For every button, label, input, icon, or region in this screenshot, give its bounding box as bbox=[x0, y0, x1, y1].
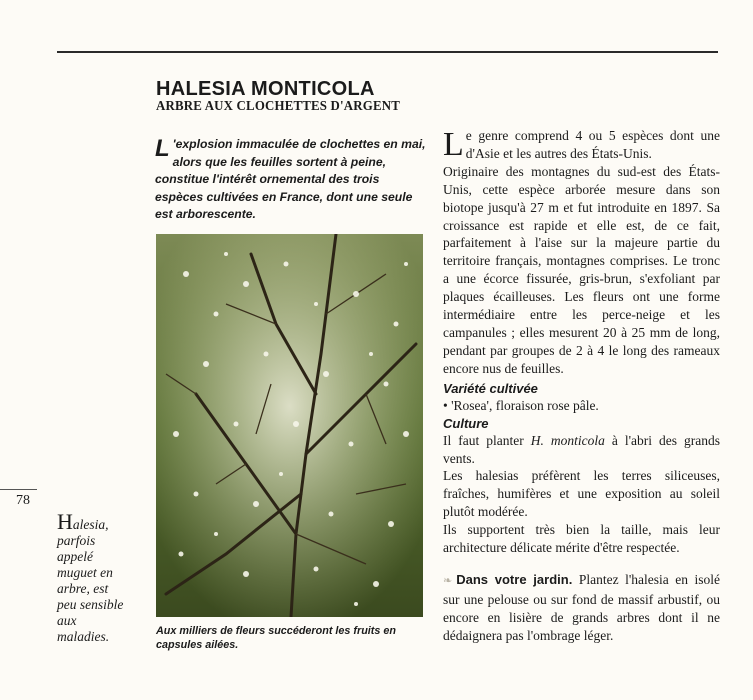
culture-paragraph-1 bbox=[443, 432, 720, 468]
body-paragraph-2: Originaire des montagnes du sud-est des États-Unis, cette espèce arborée mesure dans son biotope jusqu'à 27 m et fut introduite en 1897. Sa croissance est rapide et elle est, de ce fait, parfaitement à l'aise sur la majeure partie du territoire français, montagnes comprises. Le tronc a une écorce fissurée, gris-brun, s'exfoliant par plaques écailleuses. Les fleurs ont une forme intermédiaire entre les perce-neige et les campanules ; elles mesurent 20 à 25 mm de long, pendant par groupes de 2 à 4 le long des rameaux encore nus de feuilles. bbox=[443, 163, 720, 376]
intro-paragraph bbox=[155, 136, 427, 224]
culture-paragraph-3: Ils supportent très bien la taille, mais leur architecture délicate mérite d'être respectée. bbox=[443, 522, 720, 556]
main-text-column bbox=[443, 127, 720, 645]
flowering-tree-image bbox=[156, 234, 423, 617]
culture-paragraph-2: Les halesias préfèrent les terres siliceuses, fraîches, humifères et une exposition au soleil plutôt modérée. bbox=[443, 468, 720, 520]
sidenote bbox=[57, 509, 127, 645]
variety-heading: Variété cultivée bbox=[443, 380, 538, 396]
leaf-icon: ❧ bbox=[443, 574, 453, 587]
top-rule bbox=[57, 51, 718, 53]
culture-p1-after: à l'abri des grands vents. bbox=[443, 432, 720, 466]
variety-item: • 'Rosea', floraison rose pâle. bbox=[443, 397, 720, 415]
garden-paragraph bbox=[443, 571, 720, 645]
page-title: HALESIA MONTICOLA bbox=[156, 78, 375, 100]
tree-photo bbox=[156, 234, 423, 617]
page-subtitle: ARBRE AUX CLOCHETTES D'ARGENT bbox=[156, 99, 401, 114]
sidenote-text: alesia, parfois appelé muguet en arbre, est peu sensible aux maladies. bbox=[57, 517, 124, 644]
culture-p1-before: Il faut planter bbox=[443, 432, 531, 448]
page-number: 78 bbox=[16, 493, 30, 508]
variety-list bbox=[443, 397, 720, 415]
photo-caption: Aux milliers de fleurs succéderont les fruits en capsules ailées. bbox=[156, 625, 397, 651]
body-paragraph-1-text: e genre comprend 4 ou 5 espèces dont une d'Asie et les autres des États-Unis. bbox=[465, 128, 720, 161]
garden-text: Plantez l'halesia en isolé sur une pelouse ou sur fond de massif arbustif, ou encore en lisière de grands arbres dont il ne dédaignera pas l'ombrage léger. bbox=[443, 571, 721, 643]
intro-drop-letter: L bbox=[155, 135, 170, 162]
culture-heading: Culture bbox=[443, 415, 489, 431]
page-number-rule bbox=[0, 489, 37, 490]
body-drop-letter: L bbox=[443, 126, 464, 163]
garden-heading: Dans votre jardin. bbox=[456, 571, 573, 587]
body-paragraph-1 bbox=[443, 127, 720, 163]
species-name: H. monticola bbox=[530, 432, 605, 448]
intro-text: 'explosion immaculée de clochettes en mai, alors que les feuilles sortent à peine, constitue l'intérêt ornemental des trois espèces cultivées en France, dont une seule est arborescente. bbox=[155, 137, 426, 221]
sidenote-drop-letter: H bbox=[57, 509, 73, 534]
